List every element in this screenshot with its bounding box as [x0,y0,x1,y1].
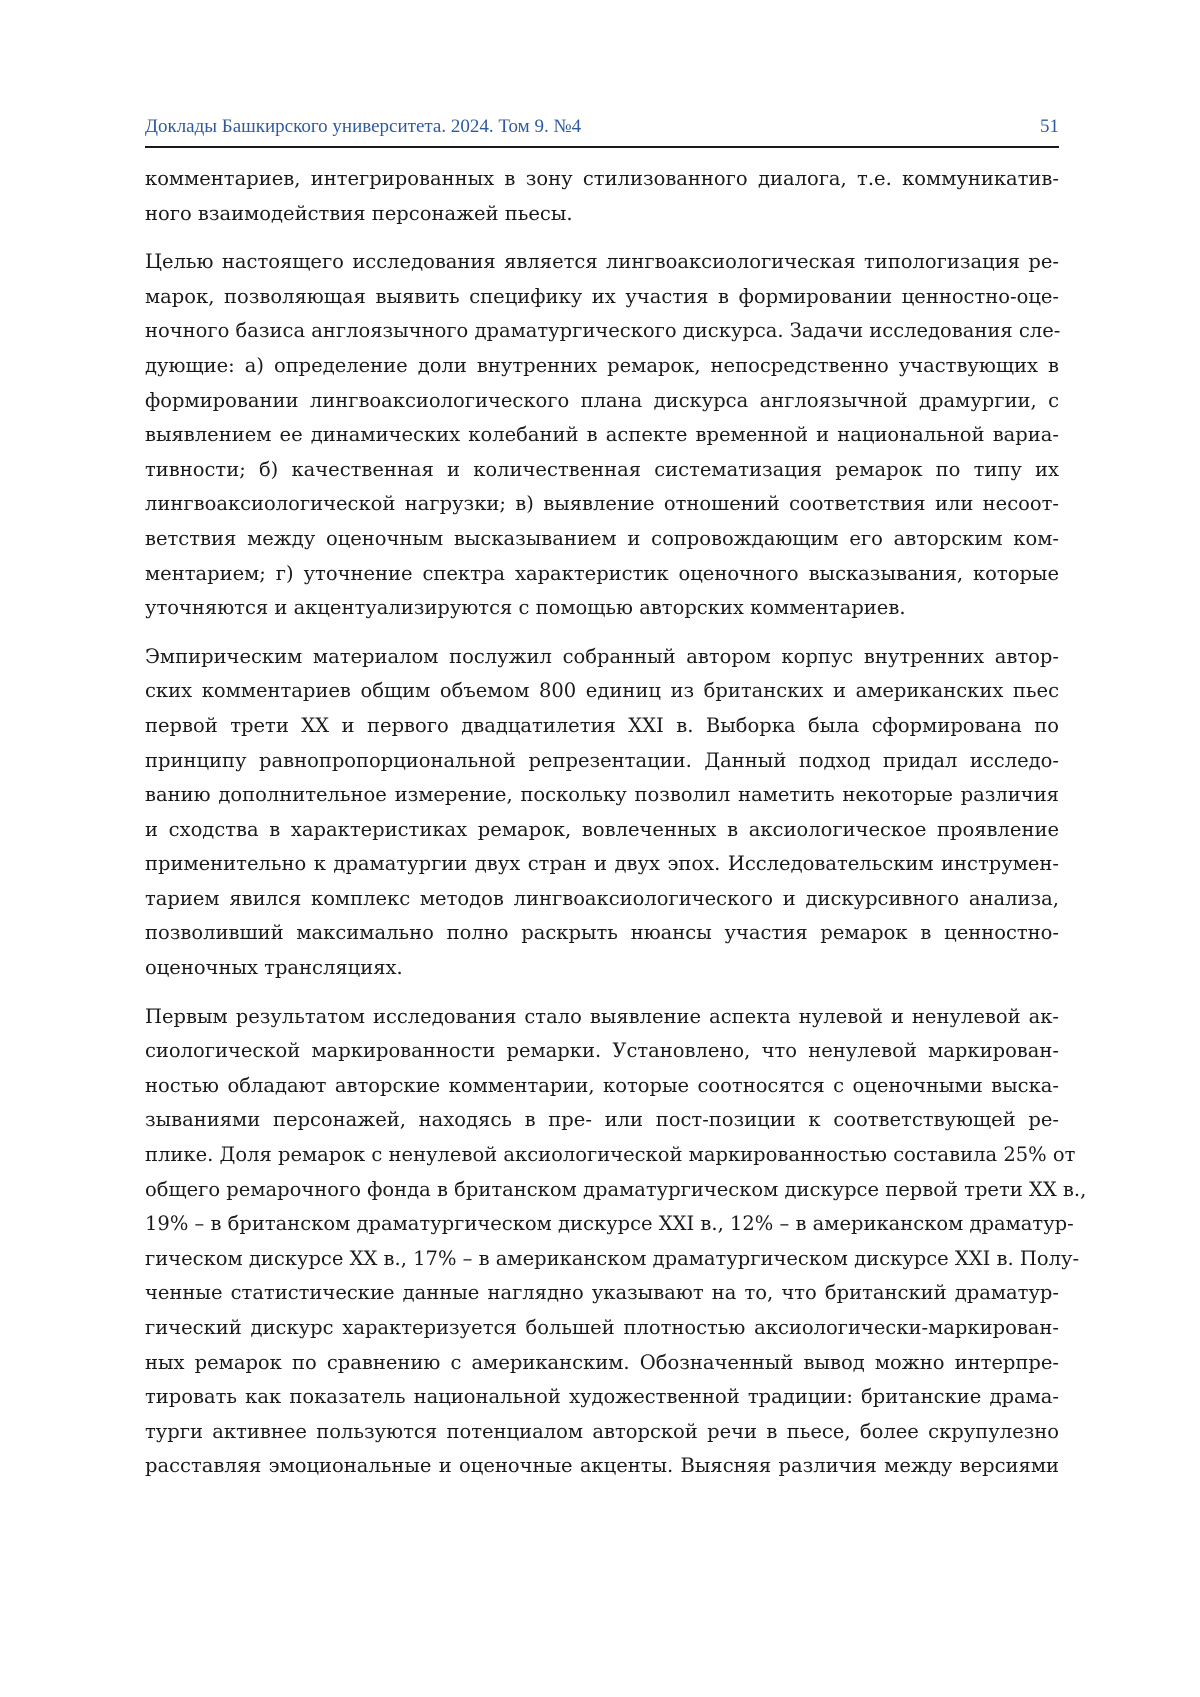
text-line: турги активнее пользуются потенциалом авторской речи в пьесе, более скрупулезно [145,1419,1059,1443]
text-line: выявлением ее динамических колебаний в аспекте временной и национальной вариа- [145,423,1059,447]
text-line: Целью настоящего исследования является лингвоаксиологическая типологизация ре- [145,250,1059,274]
text-line: ветствия между оценочным высказыванием и сопровождающим его авторским ком- [145,526,1059,550]
text-line: 19% – в британском драматургическом дискурсе XXI в., 12% – в американском драматур- [145,1212,1074,1236]
paragraph [145,1000,1087,1484]
text-line: ских комментариев общим объемом 800 единиц из британских и американских пьес [145,679,1059,703]
text-line: ных ремарок по сравнению с американским. Обозначенный вывод можно интерпре- [145,1350,1059,1374]
body-text [145,162,1087,1498]
text-line: ностью обладают авторские комментарии, которые соотносятся с оценочными выска- [145,1073,1059,1097]
text-line: комментариев, интегрированных в зону стилизованного диалога, т.е. коммуникатив- [145,167,1059,190]
text-line: гическом дискурсе XX в., 17% – в американском драматургическом дискурсе XXI в. Полу- [145,1246,1080,1270]
text-line: ного взаимодействия персонажей пьесы. [145,201,573,225]
text-line: применительно к драматургии двух стран и двух эпох. Исследовательским инструмен- [145,852,1059,876]
text-line: Первым результатом исследования стало выявление аспекта нулевой и ненулевой ак- [145,1004,1059,1028]
text-line: формировании лингвоаксиологического плана дискурса англоязычной драмургии, с [145,388,1059,412]
paragraph [145,640,1059,986]
text-line: первой трети XX и первого двадцатилетия XXI в. Выборка была сформирована по [145,713,1059,737]
text-line: ченные статистические данные наглядно указывают на то, что британский драматур- [145,1281,1059,1305]
text-line: расставляя эмоциональные и оценочные акценты. Выясняя различия между версиями [145,1454,1059,1478]
text-line: Эмпирическим материалом послужил собранный автором корпус внутренних автор- [145,644,1059,668]
text-line: зываниями персонажей, находясь в пре- или пост-позиции к соответствующей ре- [145,1108,1059,1132]
text-line: принципу равнопропорциональной репрезентации. Данный подход придал исследо- [145,748,1059,772]
journal-title: Доклады Башкирского университета. 2024. Том 9. №4 [145,116,582,137]
text-line: тивности; б) качественная и количественная систематизация ремарок по типу их [145,457,1059,481]
text-line: тировать как показатель национальной художественной традиции: британские драма- [145,1385,1059,1409]
text-line: лингвоаксиологической нагрузки; в) выявление отношений соответствия или несоот- [145,492,1059,516]
text-line: и сходства в характеристиках ремарок, вовлеченных в аксиологическое проявление [145,817,1059,841]
text-line: уточняются и акцентуализируются с помощью авторских комментариев. [145,596,906,620]
text-line: общего ремарочного фонда в британском драматургическом дискурсе первой трети XX в., [145,1177,1087,1201]
text-line: плике. Доля ремарок с ненулевой аксиологической маркированностью составила 25% от [145,1143,1076,1167]
running-header [145,116,1059,148]
text-line: сиологической маркированности ремарки. Установлено, что ненулевой маркирован- [145,1039,1059,1063]
page-number: 51 [1040,116,1059,137]
text-line: ванию дополнительное измерение, поскольку позволил наметить некоторые различия [145,783,1059,807]
text-line: дующие: а) определение доли внутренних ремарок, непосредственно участвующих в [145,353,1059,377]
text-line: тарием явился комплекс методов лингвоаксиологического и дискурсивного анализа, [145,886,1059,910]
text-line: гический дискурс характеризуется большей плотностью аксиологически-маркирован- [145,1316,1059,1339]
paragraph [145,245,1059,626]
text-line: позволивший максимально полно раскрыть нюансы участия ремарок в ценностно- [145,921,1059,945]
text-line: ночного базиса англоязычного драматургического дискурса. Задачи исследования сле- [145,319,1061,343]
text-line: ментарием; г) уточнение спектра характеристик оценочного высказывания, которые [145,561,1059,585]
paragraph [145,162,1059,231]
text-line: марок, позволяющая выявить специфику их участия в формировании ценностно-оце- [145,284,1059,308]
text-line: оценочных трансляциях. [145,956,403,980]
